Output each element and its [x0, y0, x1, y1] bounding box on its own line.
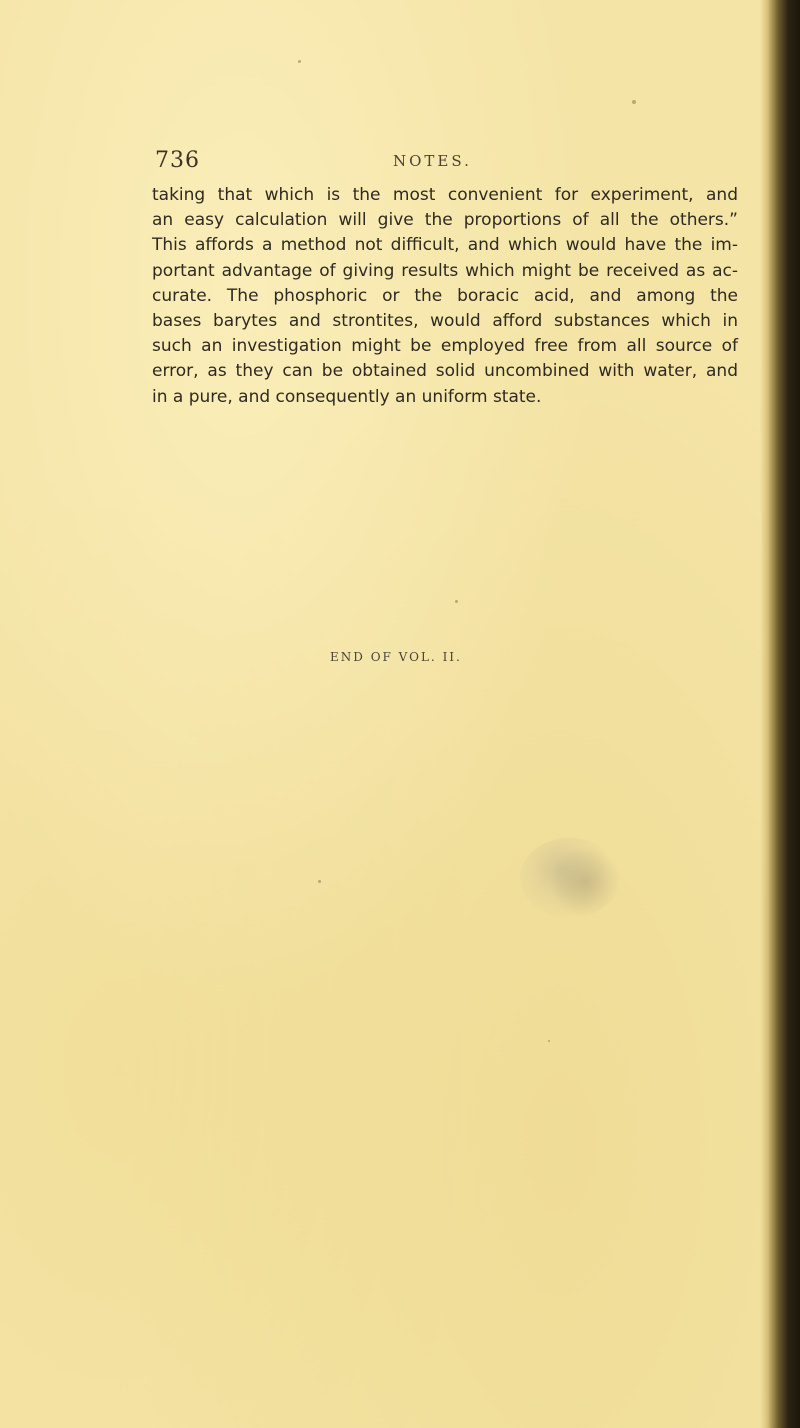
body-paragraph — [152, 183, 738, 410]
text-line: such an investigation might be employed free from all source of — [152, 336, 738, 357]
text-line: bases barytes and strontites, would afford substances which in — [152, 310, 738, 331]
running-head: NOTES. — [393, 152, 472, 170]
text-line: This affords a method not difficult, and which would have the im- — [152, 235, 738, 256]
paper-speck — [548, 1040, 550, 1042]
text-line: portant advantage of giving results which might be received as ac- — [152, 260, 738, 281]
end-of-volume-note: END OF VOL. II. — [330, 650, 462, 664]
page-header — [155, 148, 735, 182]
paper-stain — [520, 838, 620, 918]
text-line: in a pure, and consequently an uniform state. — [152, 386, 542, 407]
paper-speck — [318, 880, 321, 883]
paper-speck — [455, 600, 458, 603]
paper-speck — [632, 100, 636, 104]
paper-speck — [298, 60, 301, 63]
book-spine-shadow — [760, 0, 800, 1428]
text-line: taking that which is the most convenient for experiment, and — [152, 185, 738, 205]
text-line: error, as they can be obtained solid uncombined with water, and — [152, 361, 738, 382]
page-number: 736 — [155, 148, 200, 173]
text-line: an easy calculation will give the proportions of all the others.” — [152, 210, 738, 231]
text-line: curate. The phosphoric or the boracic acid, and among the — [152, 285, 738, 306]
